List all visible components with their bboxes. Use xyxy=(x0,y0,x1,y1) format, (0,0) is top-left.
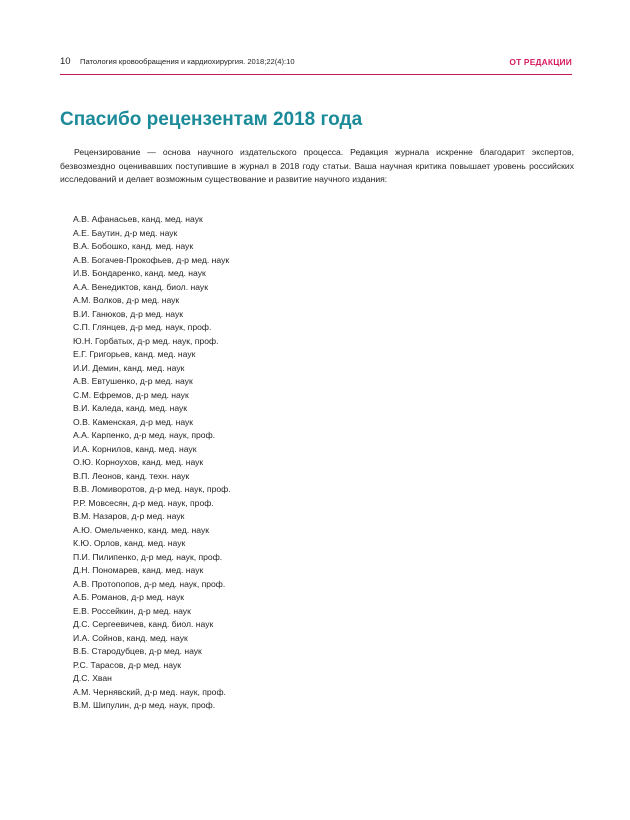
reviewer-item: Р.С. Тарасов, д-р мед. наук xyxy=(73,659,182,670)
reviewer-item: Е.Г. Григорьев, канд. мед. наук xyxy=(73,349,196,359)
reviewer-item: Д.С. Сергеевичев, канд. биол. наук xyxy=(73,619,214,629)
reviewer-item: С.П. Глянцев, д-р мед. наук, проф. xyxy=(73,322,212,332)
section-label: ОТ РЕДАКЦИИ xyxy=(509,57,572,67)
reviewer-item: А.В. Афанасьев, канд. мед. наук xyxy=(73,214,203,224)
reviewer-item: Ю.Н. Горбатых, д-р мед. наук, проф. xyxy=(73,335,219,346)
reviewer-item: А.А. Венедиктов, канд. биол. наук xyxy=(73,281,208,292)
reviewer-item: А.М. Волков, д-р мед. наук xyxy=(73,295,180,305)
reviewer-list xyxy=(73,213,231,713)
page-header xyxy=(60,54,572,75)
reviewer-item: А.М. Чернявский, д-р мед. наук, проф. xyxy=(73,686,226,697)
page-number: 10 xyxy=(60,56,71,67)
reviewer-item: В.И. Ганюков, д-р мед. наук xyxy=(73,308,184,319)
reviewer-item: В.Б. Стародубцев, д-р мед. наук xyxy=(73,646,202,656)
reviewer-item: Е.В. Россейкин, д-р мед. наук xyxy=(73,605,191,616)
reviewer-item: В.П. Леонов, канд. техн. наук xyxy=(73,470,190,481)
reviewer-item: О.Ю. Корноухов, канд. мед. наук xyxy=(73,457,204,467)
reviewer-item: В.М. Шипулин, д-р мед. наук, проф. xyxy=(73,700,216,710)
journal-citation: Патология кровообращения и кардиохирургия. 2018;22(4):10 xyxy=(80,57,295,66)
reviewer-item: В.А. Бобошко, канд. мед. наук xyxy=(73,241,194,251)
reviewer-item: П.И. Пилипенко, д-р мед. наук, проф. xyxy=(73,551,223,562)
reviewer-item: И.И. Демин, канд. мед. наук xyxy=(73,362,185,373)
reviewer-item: В.В. Ломиворотов, д-р мед. наук, проф. xyxy=(73,484,231,494)
reviewer-item: А.Ю. Омельченко, канд. мед. наук xyxy=(73,524,210,535)
reviewer-item: Р.Р. Мовсесян, д-р мед. наук, проф. xyxy=(73,497,214,508)
reviewer-item: А.В. Богачев-Прокофьев, д-р мед. наук xyxy=(73,254,230,265)
reviewer-item: В.М. Назаров, д-р мед. наук xyxy=(73,511,185,521)
reviewer-item: И.А. Корнилов, канд. мед. наук xyxy=(73,443,197,454)
reviewer-item: Д.Н. Пономарев, канд. мед. наук xyxy=(73,565,204,575)
reviewer-item: А.В. Протопопов, д-р мед. наук, проф. xyxy=(73,578,226,589)
reviewer-item: В.И. Каледа, канд. мед. наук xyxy=(73,403,188,413)
reviewer-item: О.В. Каменская, д-р мед. наук xyxy=(73,416,194,427)
page-title: Спасибо рецензентам 2018 года xyxy=(60,109,363,130)
reviewer-item: А.В. Евтушенко, д-р мед. наук xyxy=(73,376,193,386)
reviewer-item: И.В. Бондаренко, канд. мед. наук xyxy=(73,268,206,278)
reviewer-item: Д.С. Хван xyxy=(73,673,112,683)
reviewer-item: А.А. Карпенко, д-р мед. наук, проф. xyxy=(73,430,216,440)
reviewer-item: А.Б. Романов, д-р мед. наук xyxy=(73,592,185,602)
reviewer-item: К.Ю. Орлов, канд. мед. наук xyxy=(73,538,186,548)
reviewer-item: С.М. Ефремов, д-р мед. наук xyxy=(73,389,189,400)
reviewer-item: А.Е. Баутин, д-р мед. наук xyxy=(73,227,178,238)
reviewer-item: И.А. Сойнов, канд. мед. наук xyxy=(73,632,188,643)
intro-paragraph: Рецензирование — основа научного издательского процесса. Редакция журнала искренне благодарит экспертов, безвозмездно оценивавших поступившие в журнал в 2018 году статьи. Ваша научная критика повышает уровень российских исследований и делает возможным существование и развитие научного издания: xyxy=(60,147,574,184)
